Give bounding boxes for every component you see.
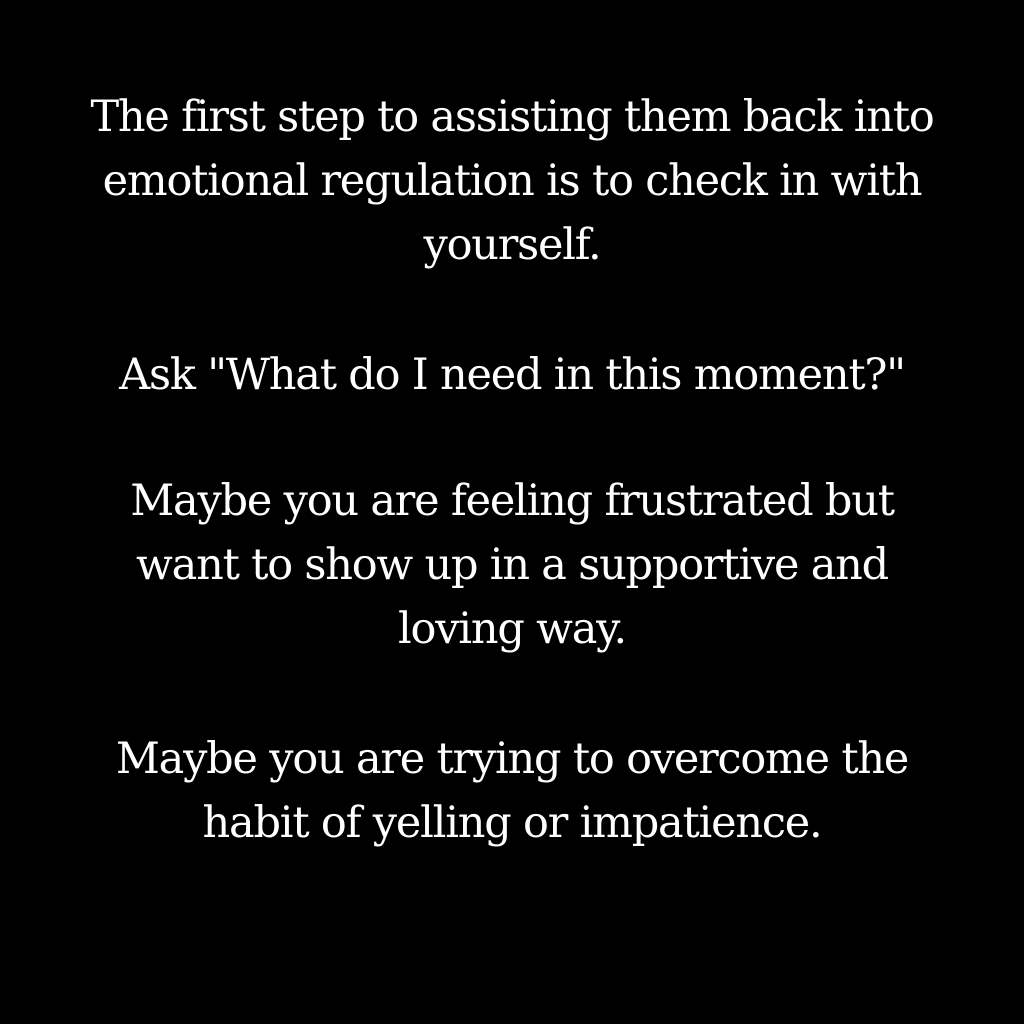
paragraph-feeling-frustrated: [0, 469, 1024, 661]
paragraph-overcome-habit: [0, 727, 1024, 855]
text-line: Maybe you are feeling frustrated but: [130, 476, 894, 526]
paragraph-first-step: [0, 85, 1024, 277]
paragraph-ask-question: [0, 343, 1024, 407]
text-line: habit of yelling or impatience.: [202, 798, 822, 848]
text-line: emotional regulation is to check in with: [102, 156, 922, 206]
text-line: Maybe you are trying to overcome the: [115, 734, 909, 784]
text-line: Ask "What do I need in this moment?": [119, 350, 905, 400]
text-line: The first step to assisting them back into: [90, 92, 934, 142]
text-line: loving way.: [397, 604, 627, 654]
text-line: yourself.: [423, 220, 601, 270]
text-line: want to show up in a supportive and: [136, 540, 888, 590]
